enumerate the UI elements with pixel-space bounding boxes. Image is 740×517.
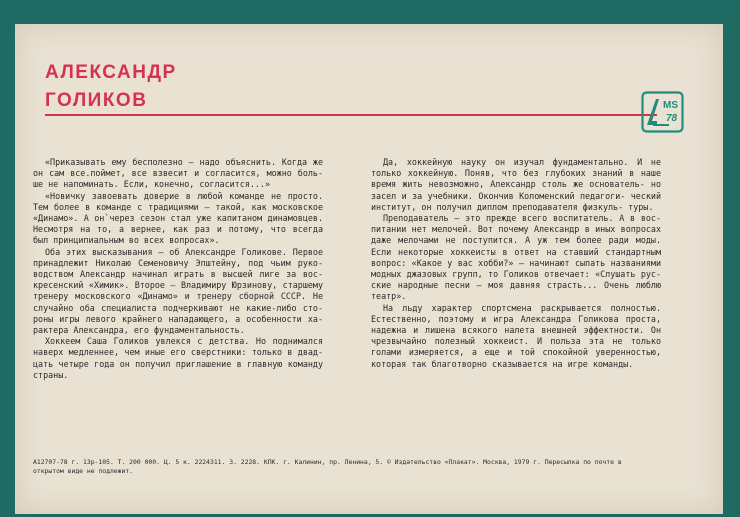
paragraph: На льду характер спортсмена раскрывается полностью. Естественно, поэтому и игра Александра Голикова проста, надежна и лишена всякого налета внешней эффектности. Он чрезвычайно полезный хоккеист. И польза эта не только голами измеряется, а еще и той спокойной уверенностью, которая так благотворно сказывается на игре команды.: [371, 302, 661, 369]
paragraph: «Новичку завоевать доверие в любой команде не просто. Тем более в команде с традициями — такой, как московское «Динамо». А он`через сезон стал уже капитаном динамовцев. Несмотря на то, а вернее, как раз и потому, что всегда был принципиальным во всех вопросах».: [33, 190, 323, 246]
imprint-line: А12707-78 г. 13р-105. Т. 200 000. Ц. 5 к. 2224311. З. 2228. КПК. г. Калинин, пр. Ленина, 5. © Издательство «Плакат». Москва, 1979 г. Пересылка по почте в: [33, 458, 622, 466]
left-text-column: [33, 157, 323, 381]
logo-text-top: MS: [663, 100, 678, 111]
imprint-footer: [33, 458, 705, 475]
imprint-line: открытом виде не подлежит.: [33, 466, 134, 475]
right-text-column: [371, 157, 661, 370]
paragraph: Оба этих высказывания — об Александре Голикове. Первое принадлежит Николаю Семеновичу Эпштейну, под чьим руко- водством Александр начинал играть в высшей лиге за вос- кресенский «Химик». Второе — Владимиру Юрзинову, старшему тренеру московского «Динамо» и тренеру сборной СССР. Не случайно оба специалиста подчеркивают не какие-либо сто- роны игры левого крайнего нападающего, а особенности ха- рактера Александра, его фундаментальность.: [33, 246, 323, 336]
hockey-championship-logo-icon: [641, 91, 684, 133]
title-underline: [45, 114, 657, 116]
paragraph: Хоккеем Саша Голиков увлекся с детства. Но поднимался наверх медленнее, чем иные его сверстники: только в двад- цать четыре года он получил приглашение в главную команду страны.: [33, 336, 323, 380]
title-last-name: ГОЛИКОВ: [45, 90, 148, 111]
logo-text-bottom: 78: [666, 113, 678, 124]
title-first-name: АЛЕКСАНДР: [45, 62, 177, 83]
paragraph: Да, хоккейную науку он изучал фундаментально. И не только хоккейную. Поняв, что без глубоких знаний в наше время жить невозможно, Александр столь же основатель- но засел и за учебники. Окончив Коломенский педагоги- ческий институт, он получил диплом преподавателя физкуль- туры.: [371, 157, 661, 212]
paragraph: «Приказывать ему бесполезно — надо объяснить. Когда же он сам все.поймет, все взвесит и согласится, можно боль- ше не напоминать. Если, конечно, согласится...»: [33, 157, 323, 190]
paragraph: Преподаватель — это прежде всего воспитатель. А в вос- питании нет мелочей. Вот почему Александр в иных вопросах даже мелочами не поступится. А уж тем более ради моды. Если некоторые хоккеисты в ответ на ставший стандартным вопрос: «Какое у вас хобби?» — начинают сыпать названиями модных джазовых групп, то Голиков отвечает: «Слушать рус- ские народные песни — моя давняя страсть... Очень люблю театр».: [371, 213, 661, 302]
